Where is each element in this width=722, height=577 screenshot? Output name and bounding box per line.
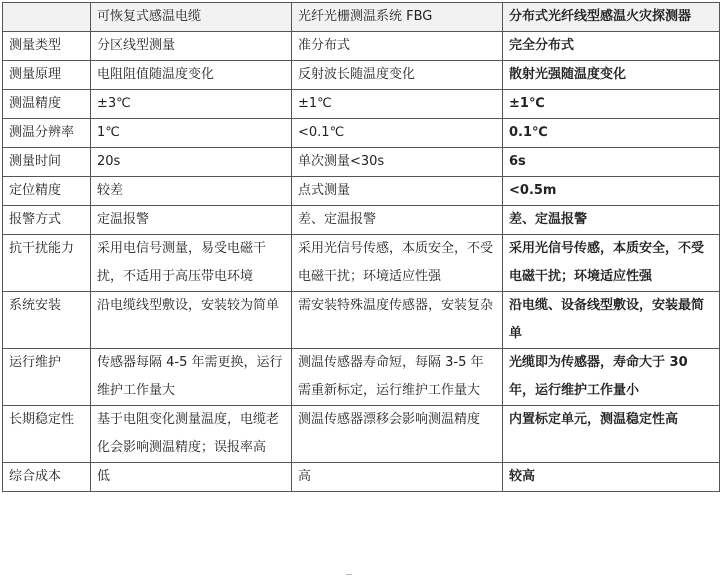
table-row xyxy=(3,463,720,492)
cell-cable: 1℃ xyxy=(91,119,292,148)
page-edge-mark xyxy=(346,574,352,575)
cell-fbg: ±1℃ xyxy=(292,90,503,119)
table-row xyxy=(3,148,720,177)
cell-cable: 传感器每隔 4-5 年需更换，运行维护工作量大 xyxy=(91,349,292,406)
cell-fbg: 测温传感器漂移会影响测温精度 xyxy=(292,406,503,463)
cell-fbg: 差、定温报警 xyxy=(292,206,503,235)
cell-cable: 较差 xyxy=(91,177,292,206)
row-label: 测温精度 xyxy=(3,90,91,119)
cell-dts: 光缆即为传感器，寿命大于 30 年，运行维护工作量小 xyxy=(503,349,720,406)
comparison-table xyxy=(2,2,720,492)
cell-cable: ±3℃ xyxy=(91,90,292,119)
cell-cable: 定温报警 xyxy=(91,206,292,235)
row-label: 测温分辨率 xyxy=(3,119,91,148)
header-cell-empty xyxy=(3,3,91,32)
table-row xyxy=(3,206,720,235)
cell-dts: 0.1℃ xyxy=(503,119,720,148)
cell-fbg: 测温传感器寿命短，每隔 3-5 年需重新标定，运行维护工作量大 xyxy=(292,349,503,406)
table-row xyxy=(3,292,720,349)
cell-fbg: 单次测量<30s xyxy=(292,148,503,177)
row-label: 综合成本 xyxy=(3,463,91,492)
cell-dts: 较高 xyxy=(503,463,720,492)
cell-dts: <0.5m xyxy=(503,177,720,206)
header-cell-dts: 分布式光纤线型感温火灾探测器 xyxy=(503,3,720,32)
table-row xyxy=(3,90,720,119)
cell-fbg: 采用光信号传感，本质安全，不受电磁干扰；环境适应性强 xyxy=(292,235,503,292)
table-header-row xyxy=(3,3,720,32)
row-label: 测量原理 xyxy=(3,61,91,90)
row-label: 抗干扰能力 xyxy=(3,235,91,292)
row-label: 报警方式 xyxy=(3,206,91,235)
header-cell-cable: 可恢复式感温电缆 xyxy=(91,3,292,32)
row-label: 测量时间 xyxy=(3,148,91,177)
cell-dts: 6s xyxy=(503,148,720,177)
row-label: 系统安装 xyxy=(3,292,91,349)
table-row xyxy=(3,406,720,463)
table-row xyxy=(3,349,720,406)
cell-dts: 差、定温报警 xyxy=(503,206,720,235)
cell-fbg: <0.1℃ xyxy=(292,119,503,148)
table-row xyxy=(3,177,720,206)
row-label: 长期稳定性 xyxy=(3,406,91,463)
cell-cable: 基于电阻变化测量温度，电缆老化会影响测温精度；误报率高 xyxy=(91,406,292,463)
cell-fbg: 准分布式 xyxy=(292,32,503,61)
cell-fbg: 反射波长随温度变化 xyxy=(292,61,503,90)
row-label: 运行维护 xyxy=(3,349,91,406)
cell-fbg: 需安装特殊温度传感器，安装复杂 xyxy=(292,292,503,349)
row-label: 测量类型 xyxy=(3,32,91,61)
cell-dts: ±1℃ xyxy=(503,90,720,119)
cell-cable: 电阻阻值随温度变化 xyxy=(91,61,292,90)
cell-dts: 沿电缆、设备线型敷设，安装最简单 xyxy=(503,292,720,349)
table-row xyxy=(3,61,720,90)
cell-cable: 20s xyxy=(91,148,292,177)
table-row xyxy=(3,119,720,148)
cell-fbg: 高 xyxy=(292,463,503,492)
cell-fbg: 点式测量 xyxy=(292,177,503,206)
header-cell-fbg: 光纤光栅测温系统 FBG xyxy=(292,3,503,32)
row-label: 定位精度 xyxy=(3,177,91,206)
cell-cable: 低 xyxy=(91,463,292,492)
cell-cable: 分区线型测量 xyxy=(91,32,292,61)
cell-dts: 内置标定单元，测温稳定性高 xyxy=(503,406,720,463)
cell-cable: 采用电信号测量，易受电磁干扰，不适用于高压带电环境 xyxy=(91,235,292,292)
cell-dts: 采用光信号传感，本质安全，不受电磁干扰；环境适应性强 xyxy=(503,235,720,292)
cell-cable: 沿电缆线型敷设，安装较为简单 xyxy=(91,292,292,349)
cell-dts: 完全分布式 xyxy=(503,32,720,61)
table-row xyxy=(3,235,720,292)
cell-dts: 散射光强随温度变化 xyxy=(503,61,720,90)
table-row xyxy=(3,32,720,61)
